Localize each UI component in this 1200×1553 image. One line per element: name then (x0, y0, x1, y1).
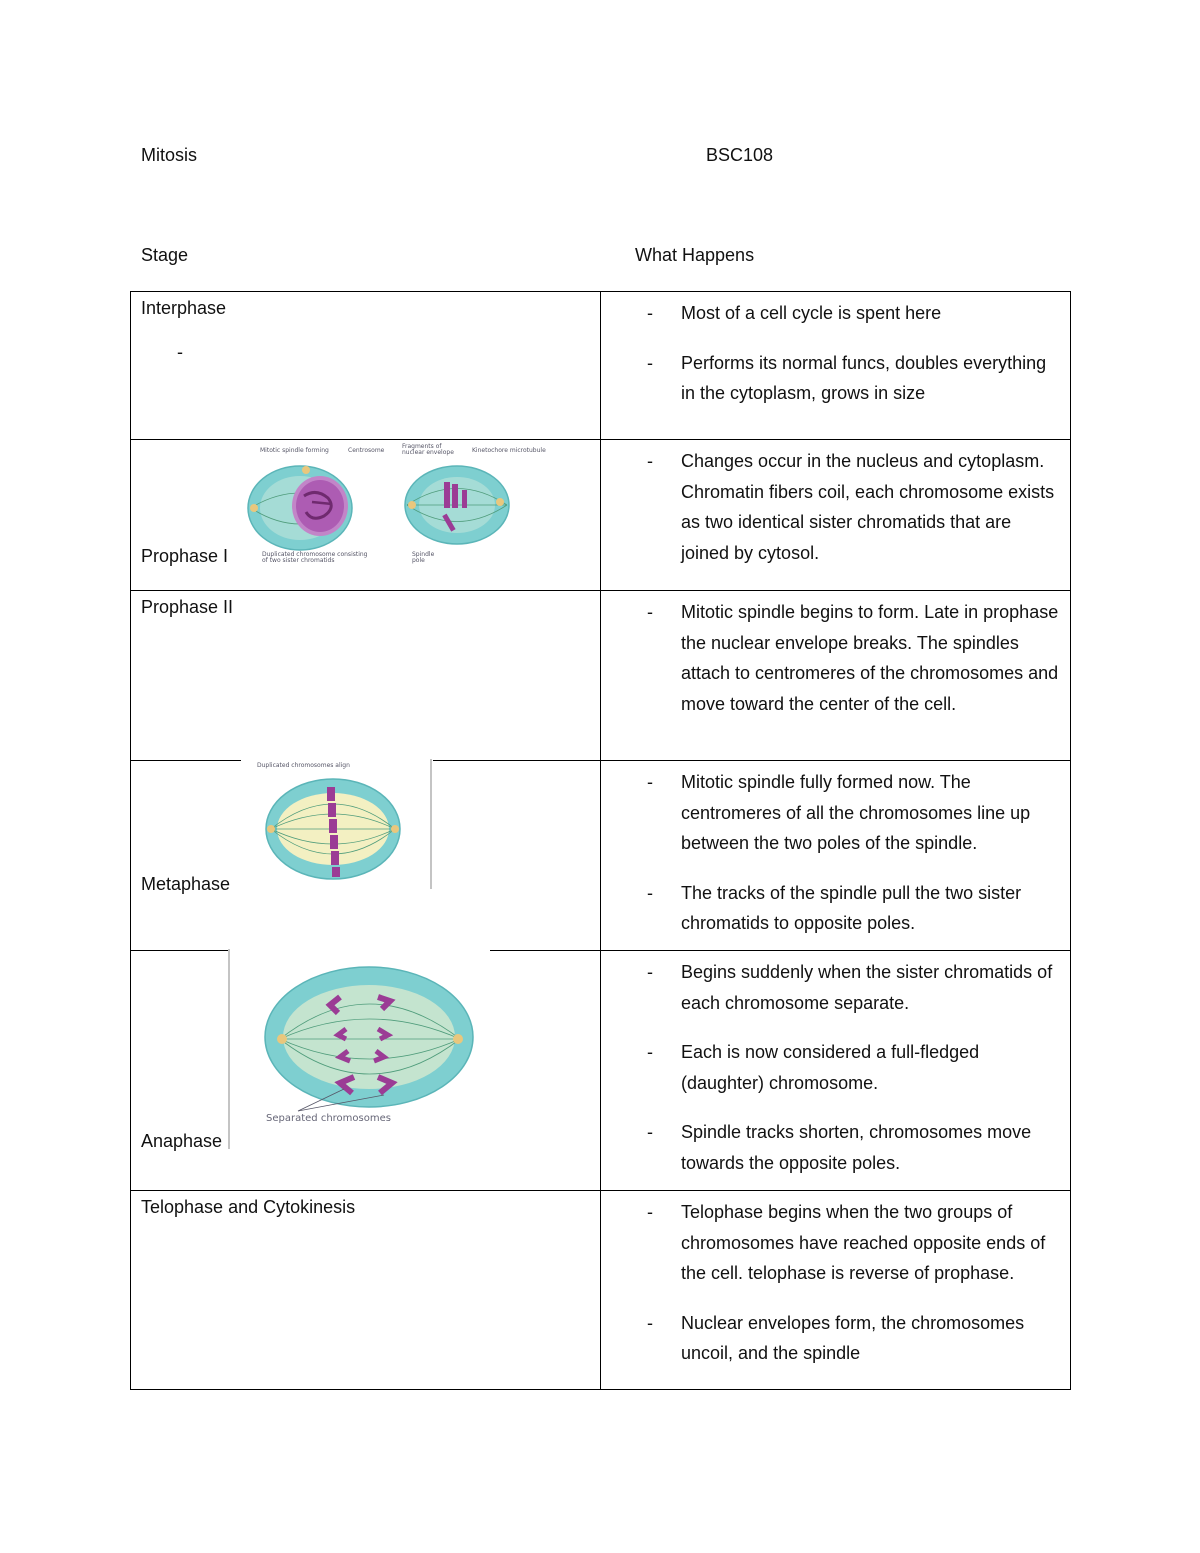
list-item: - Telophase begins when the two groups of chromosomes have reached opposite ends of the cell. telophase is reverse of prophase. (601, 1197, 1060, 1289)
svg-text:nuclear envelope: nuclear envelope (402, 449, 454, 456)
svg-text:Duplicated chromosome consisti: Duplicated chromosome consisting (262, 551, 368, 558)
list-item: - Performs its normal funcs, doubles everything in the cytoplasm, grows in size (601, 348, 1060, 409)
stage-cell (131, 591, 601, 761)
bullet-list (601, 1191, 1070, 1369)
stage-label: Anaphase (141, 1131, 223, 1151)
svg-text:pole: pole (412, 557, 425, 564)
course-code: BSC108 (706, 145, 774, 165)
table-row (131, 440, 1071, 591)
table-row (131, 591, 1071, 761)
svg-text:Duplicated chromosomes align: Duplicated chromosomes align (257, 762, 350, 769)
list-item: - Changes occur in the nucleus and cytoplasm. Chromatin fibers coil, each chromosome exists as two identical sister chromatids that are joined by cytosol. (601, 446, 1060, 568)
list-item: - Mitotic spindle begins to form. Late in prophase the nuclear envelope breaks. The spindles attach to centromeres of the chromosomes and move toward the center of the cell. (601, 597, 1060, 719)
stage-label: Prophase II (141, 597, 234, 617)
table-row (131, 761, 1071, 951)
svg-text:Centrosome: Centrosome (348, 447, 385, 454)
list-item: - The tracks of the spindle pull the two sister chromatids to opposite poles. (601, 878, 1060, 939)
list-item: - Begins suddenly when the sister chromatids of each chromosome separate. (601, 957, 1060, 1018)
description-cell (601, 761, 1071, 951)
column-header-what-happens: What Happens (635, 245, 755, 265)
description-cell (601, 591, 1071, 761)
stage-cell (131, 761, 601, 951)
stage-label: Telophase and Cytokinesis (141, 1197, 356, 1217)
list-item: - Each is now considered a full-fledged (daughter) chromosome. (601, 1037, 1060, 1098)
bullet-list (601, 761, 1070, 939)
svg-text:of two sister chromatids: of two sister chromatids (262, 557, 335, 564)
svg-text:Fragments of: Fragments of (402, 443, 442, 450)
svg-text:Spindle: Spindle (412, 551, 435, 558)
stage-bullet-dash: - (177, 342, 183, 362)
bullet-list (601, 951, 1070, 1178)
anaphase-illustration (228, 949, 490, 1149)
list-item: - Spindle tracks shorten, chromosomes move towards the opposite poles. (601, 1117, 1060, 1178)
description-cell (601, 1191, 1071, 1390)
stage-cell (131, 951, 601, 1191)
stage-cell (131, 440, 601, 591)
list-item: - Most of a cell cycle is spent here (601, 298, 1060, 329)
stage-label: Metaphase (141, 874, 231, 894)
description-cell (601, 951, 1071, 1191)
bullet-list (601, 591, 1070, 719)
column-header-stage: Stage (141, 245, 189, 265)
description-cell (601, 440, 1071, 591)
list-item: - Nuclear envelopes form, the chromosomes uncoil, and the spindle (601, 1308, 1060, 1369)
stage-label: Prophase I (141, 546, 229, 566)
prophase-illustration (236, 442, 546, 564)
table-row (131, 1191, 1071, 1390)
bullet-list (601, 292, 1070, 409)
metaphase-illustration (241, 759, 433, 889)
table-row (131, 292, 1071, 440)
document-title: Mitosis (141, 145, 198, 165)
table-row (131, 951, 1071, 1191)
anaphase-caption: Separated chromosomes (266, 1113, 391, 1124)
list-item: - Mitotic spindle fully formed now. The centromeres of all the chromosomes line up between the two poles of the spindle. (601, 767, 1060, 859)
mitosis-table (130, 291, 1071, 1390)
description-cell (601, 292, 1071, 440)
svg-text:Mitotic spindle forming: Mitotic spindle forming (260, 447, 329, 454)
stage-label: Interphase (141, 298, 227, 318)
stage-cell (131, 1191, 601, 1390)
bullet-list (601, 440, 1070, 568)
stage-cell (131, 292, 601, 440)
svg-text:Kinetochore microtubule: Kinetochore microtubule (472, 447, 546, 454)
